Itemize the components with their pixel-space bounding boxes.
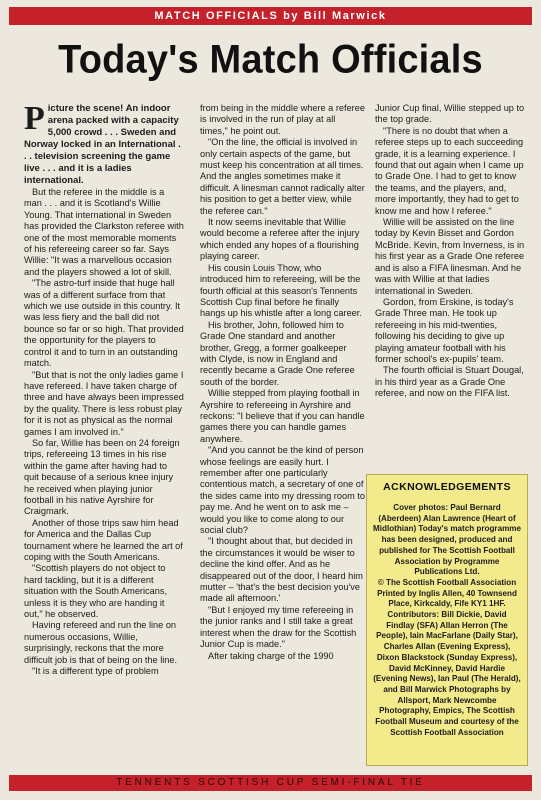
acknowledgements-box	[366, 474, 528, 766]
paragraph: "And you cannot be the kind of person whose feelings are easily hurt. I remember after one particularly contentious match, a secretary of one of the sides came into my dressing room to pay me. And he went on to ask me – would you like to come along to our social club?	[200, 445, 365, 536]
article-lead	[24, 100, 184, 187]
acknowledgements-title: ACKNOWLEDGEMENTS	[383, 481, 511, 493]
section-header-text: MATCH OFFICIALS by Bill Marwick	[154, 10, 387, 22]
article-title: Today's Match Officials	[58, 37, 483, 83]
paragraph: It now seems inevitable that Willie would become a referee after the injury which ended any hopes of a flourishing playing career.	[200, 217, 360, 262]
acknowledgements-line: Contributors: Bill Dickie, David Findlay (SFA) Allan Herron (The People), Iain MacFarlane (Daily Star), Charles Allan (Evening Express), Dixon Blackstock (Sunday Express), David McKinney, David Hardie (Evening News), Ian Paul (The Herald), and Bill Marwick Photographs by Allsport, Mark Newcombe Photography, Empics, The Scottish Football Museum and courtesy of the Scottish Football Association	[373, 610, 521, 737]
paragraph: "But that is not the only ladies game I have refereed. I have taken charge of three and have always been impressed by the quality. There is less robust play for it is not as physical as the normal games I am involved in."	[24, 369, 184, 437]
paragraph: "On the line, the official is involved in only certain aspects of the game, but must keep his concentration at all times. And the angles sometimes make it difficult. A linesman cannot radically alter his position to get a better view, while the referee can."	[200, 137, 365, 216]
paragraph: "I thought about that, but decided in the circumstances it would be wiser to decline the kind offer. And as he disappeared out of the door, I heard him mutter – 'that's the best decision you've made all afternoon.'	[200, 536, 363, 604]
article-column-3	[375, 103, 525, 400]
acknowledgements-line: © The Scottish Football Association Printed by Inglis Allen, 40 Townsend Place, Kirkcaldy, Fife KY1 1HF.	[377, 577, 517, 609]
paragraph: His brother, John, followed him to Grade One standard and another brother, Gregg, a former goalkeeper with Clyde, is now in England and recently became a Grade One referee south of the border.	[200, 319, 355, 387]
paragraph: His cousin Louis Thow, who introduced him to refereeing, will be the fourth official at this season's Tennents Scottish Cup final before he finally hangs up his whistle after a long career.	[200, 262, 362, 319]
footer-text: TENNENTS SCOTTISH CUP SEMI-FINAL TIE	[116, 777, 425, 788]
paragraph: "The astro-turf inside that huge hall was of a different surface from that which we use outside in this country. It was less fiery and the ball did not bounce so far or so high. That provided the opportunity for the players to control it and to turn in an outstanding match.	[24, 278, 184, 369]
paragraph: "There is no doubt that when a referee steps up to each succeeding grade, it is a learning experience. I found that out again when I came up to Grade One. I had to get to know the teams, and the players, and, more importantly, they had to get to know me and how I referee."	[375, 125, 524, 216]
paragraph: Willie will be assisted on the line today by Kevin Bisset and Gordon McBride. Kevin, from Inverness, is in his first year as a Grade One referee and is also a FIFA linesman. And he was with Willie at that ladies international in Sweden.	[375, 217, 525, 296]
paragraph: The fourth official is Stuart Dougal, in his third year as a Grade One referee, and now on the FIFA list.	[375, 365, 524, 399]
paragraph: Having refereed and run the line on numerous occasions, Willie, surprisingly, reckons that the more difficult job is that of being on the line.	[24, 620, 178, 665]
footer-bar	[9, 775, 532, 791]
paragraph: But the referee in the middle is a man . . . and it is Scotland's Willie Young. That international in Sweden has provided the Clarkston referee with one of the most memorable moments of his refereeing career so far. Says Willie: "It was a marvellous occasion and the players showed a lot of skill.	[24, 187, 184, 277]
acknowledgements-line: Cover photos: Paul Bernard (Aberdeen) Alan Lawrence (Heart of Midlothian) Today's match programme has been designed, produced and published for The Scottish Football Association by Programme Publications Ltd.	[373, 503, 521, 577]
paragraph: Another of those trips saw him head for America and the Dallas Cup tournament where he learned the art of coping with the South Americans.	[24, 517, 183, 562]
paragraph: from being in the middle where a referee is involved in the run of play at all times," he point out.	[200, 103, 365, 136]
paragraph: Willie stepped from playing football in Ayrshire to refereeing in Ayrshire and reckons: "I believe that if you can handle games there you can handle games anywhere.	[200, 388, 365, 444]
article-column-1	[24, 100, 184, 677]
article-column-2	[200, 103, 365, 662]
paragraph: After taking charge of the 1990	[208, 650, 334, 661]
paragraph: "It is a different type of problem	[32, 666, 159, 677]
lead-text: icture the scene! An indoor arena packed with a capacity 5,000 crowd . . . Sweden and Norway locked in an International . . . television screening the game live . . . and it is a ladies international.	[24, 103, 181, 186]
paragraph: "But I enjoyed my time refereeing in the junior ranks and I still take a great interest when the draw for the Scottish Junior Cup is made."	[200, 604, 357, 650]
drop-cap: P	[24, 100, 45, 137]
paragraph: Junior Cup final, Willie stepped up to the top grade.	[375, 103, 525, 125]
paragraph: Gordon, from Erskine, is today's Grade Three man. He took up refereeing in his mid-twenties, following his deciding to give up playing amateur football with his former school's ex-pupils' team.	[375, 296, 514, 364]
acknowledgements-body	[373, 503, 521, 738]
paragraph: "Scottish players do not object to hard tackling, but it is a different situation with the South Americans, unless it is they who are handing it out," he observed.	[24, 563, 167, 620]
paragraph: So far, Willie has been on 24 foreign trips, refereeing 13 times in his rise within the game after having had to quit because of a serious knee injury he received when playing junior football in his native Ayrshire for Craigmark.	[24, 437, 180, 517]
